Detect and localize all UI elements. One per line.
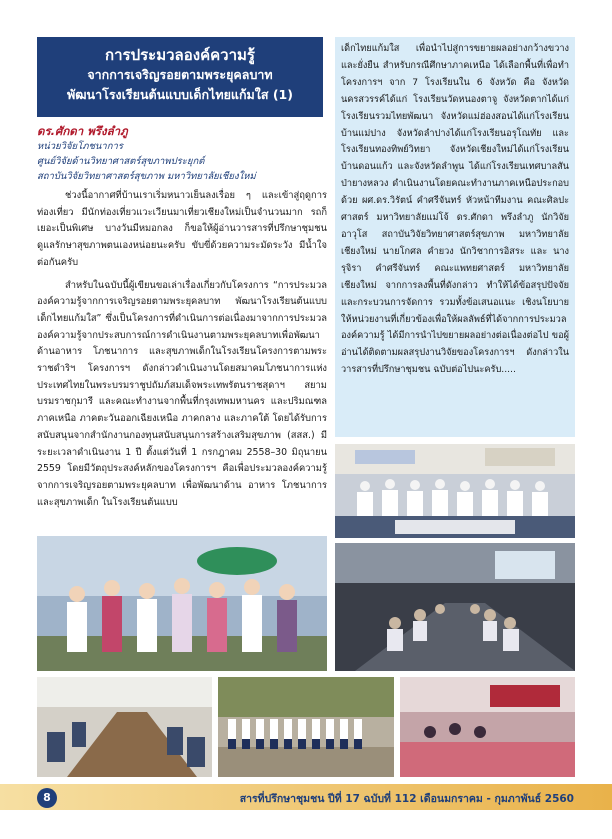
photo-group-classroom [335, 444, 575, 538]
author-name: ดร.ศักดา พรึงลำภู [37, 124, 128, 138]
photo-meeting-room [335, 543, 575, 671]
body-left-column [37, 188, 327, 517]
paragraph-project: สำหรับในฉบับนี้ผู้เขียนขอเล่าเรื่องเกี่ยวกับโครงการ “การประมวลองค์ความรู้จากการเจริญรอยตามพระยุคลบาท พัฒนาโรงเรียนต้นแบบเด็กไทยแก้มใส” ซึ่งเป็นโครงการที่ดำเนินการต่อเนื่องมาจากการประมวลองค์ความรู้จากประสบการณ์การดำเนินงานตามพระยุคลบาทเพื่อพัฒนาด้านอาหาร โภชนาการ และสุขภาพเด็กในโรงเรียนโครงการตามพระราชดำริฯ โครงการฯ ดังกล่าวดำเนินงานโดยสมาคมโภชนาการแห่งประเทศไทยในพระบรมราชูปถัมภ์สมเด็จพระเทพรัตนราชสุดาฯ สยามบรมราชกุมารี และคณะทำงานจากพื้นที่กรุงเทพมหานคร และปริมณฑล ภาคเหนือ ภาคตะวันออกเฉียงเหนือ ภาคกลาง และภาคใต้ โดยได้รับการสนับสนุนจากสำนักงานกองทุนสนับสนุนการสร้างเสริมสุขภาพ (สสส.) มีระยะเวลาดำเนินงาน 1 ปี ตั้งแต่วันที่ 1 กรกฎาคม 2558–30 มิถุนายน 2559 โดยมีวัตถุประสงค์หลักของโครงการฯ คือเพื่อประมวลองค์ความรู้จากการเจริญรอยตามพระยุคลบาท เพื่อพัฒนาด้าน อาหาร โภชนาการ และสุขภาพเด็ก ในโรงเรียนต้นแบบ [37, 279, 327, 508]
photo-meeting-table [37, 677, 212, 777]
title-line-2: จากการเจริญรอยตามพระยุคลบาท [87, 67, 273, 82]
author-affiliation-2: ศูนย์วิจัยด้านวิทยาศาสตร์สุขภาพประยุกต์ [37, 156, 205, 167]
author-affiliation-3: สถาบันวิจัยวิทยาศาสตร์สุขภาพ มหาวิทยาลัยเชียงใหม่ [37, 171, 256, 182]
photo-students-line [218, 677, 394, 777]
paragraph-intro: ช่วงนี้อากาศที่บ้านเราเริ่มหนาวเย็นลงเรื่อย ๆ และเข้าสู่ฤดูการท่องเที่ยว มีนักท่องเที่ยวแวะเวียนมาเที่ยวเชียงใหม่เป็นจำนวนมาก รถก็เยอะเป็นพิเศษ บางวันมีหมอกลง ก็ขอให้ผู้อ่านวารสารที่ปรึกษาชุมชน ดูแลรักษาสุขภาพตนเองหน่อยนะครับ ขับขี่ด้วยความระมัดระวัง มีน้ำใจต่อกันครับ [37, 190, 327, 268]
photo-presentation-hall [400, 677, 575, 777]
article-title-box [37, 37, 323, 117]
journal-footer: สารที่ปรึกษาชุมชน ปีที่ 17 ฉบับที่ 112 เดือนมกราคม - กุมภาพันธ์ 2560 [239, 793, 574, 805]
page-number: 8 [37, 788, 57, 808]
author-affiliation-1: หน่วยวิจัยโภชนาการ [37, 141, 123, 152]
author-block [37, 123, 327, 184]
photo-group-standing [37, 536, 327, 671]
title-line-1: การประมวลองค์ความรู้ [105, 46, 255, 64]
title-line-3: พัฒนาโรงเรียนต้นแบบเด็กไทยแก้มใส (1) [67, 87, 293, 102]
paragraph-continued: เด็กไทยแก้มใส เพื่อนำไปสู่การขยายผลอย่างกว้างขวางและยั่งยืน สำหรับกรณีศึกษาภาคเหนือ ได้เลือกพื้นที่เพื่อทำโครงการฯ จาก 7 โรงเรียนใน 6 จังหวัด คือ จังหวัดนครสวรรค์ได้แก่ โรงเรียนวัดหนองตาจู จังหวัดตากได้แก่โรงเรียนรวมไทยพัฒนา จังหวัดแม่ฮ่องสอนได้แก่โรงเรียนบ้านแม่ปาง จังหวัดลำปางได้แก่โรงเรียนอรุโณทัย และโรงเรียนทองทิพย์วิทยา จังหวัดเชียงใหม่ได้แก่โรงเรียนบ้านดอนแก้ว และจังหวัดลำพูน ได้แก่โรงเรียนเทศบาลสันป่ายางหลวง ดำเนินงานโดยคณะทำงานภาคเหนือประกอบด้วย ผศ.ดร.วิรัตน์ คำศรีจันทร์ หัวหน้าทีมงาน คณะศิลปะศาสตร์ มหาวิทยาลัยแม่โจ้ ดร.ศักดา พรึงลำภู นักวิจัยอาวุโส สถาบันวิจัยวิทยาศาสตร์สุขภาพ มหาวิทยาลัยเชียงใหม่ นายโกศล คำยวง นักวิชาการอิสระ และ นางรุจิรา คำศรีจันทร์ คณะแพทยศาสตร์ มหาวิทยาลัยเชียงใหม่ จากการลงพื้นที่ดังกล่าว ทำให้ได้ข้อสรุปปัจจัยและกระบวนการจัดการ รวมทั้งข้อเสนอแนะ เชิงนโยบายให้หน่วยงานที่เกี่ยวข้องเพื่อให้ผลลัพธ์ที่ได้จากการประมวลองค์ความรู้ ได้มีการนำไปขยายผลอย่างต่อเนื่องต่อไป ขอผู้อ่านได้ติดตามผลสรุปงานวิจัยของโครงการฯ ดังกล่าวในวารสารที่ปรึกษาชุมชน ฉบับต่อไปนะครับ..... [341, 43, 569, 376]
body-right-column [335, 37, 575, 437]
